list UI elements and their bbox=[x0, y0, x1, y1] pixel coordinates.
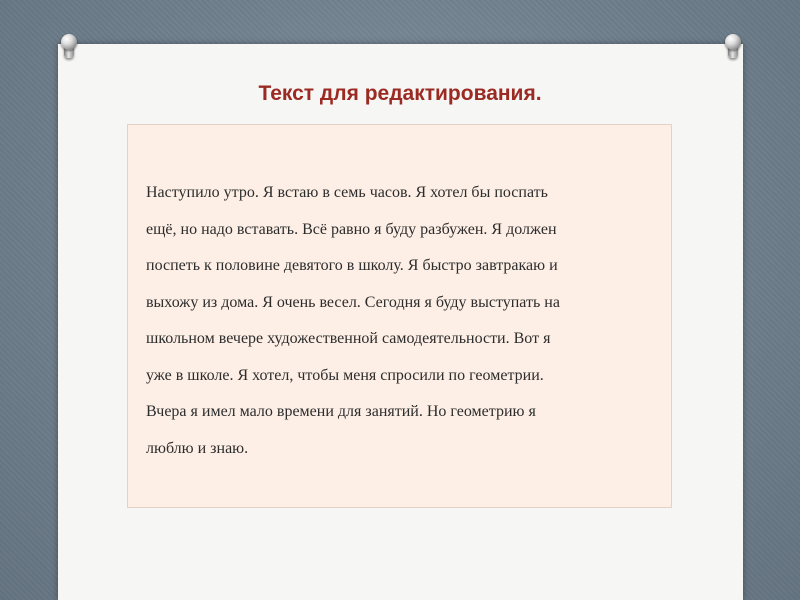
text-line: выхожу из дома. Я очень весел. Сегодня я буду выступать на bbox=[146, 293, 560, 311]
text-line: Вчера я имел мало времени для занятий. Но геометрию я bbox=[146, 403, 536, 420]
text-line: люблю и знаю. bbox=[146, 439, 249, 457]
text-line: уже в школе. Я хотел, чтобы меня спросили по геометрии. bbox=[146, 366, 544, 384]
text-line: поспеть к половине девятого в школу. Я быстро завтракаю и bbox=[146, 257, 558, 274]
text-line: Наступило утро. Я встаю в семь часов. Я хотел бы поспать bbox=[146, 184, 548, 201]
text-line: ещё, но надо вставать. Всё равно я буду разбужен. Я должен bbox=[146, 220, 557, 238]
pushpin-icon bbox=[724, 34, 742, 60]
text-line: школьном вечере художественной самодеятельности. Вот я bbox=[146, 330, 551, 347]
pushpin-icon bbox=[60, 34, 78, 60]
body-text bbox=[146, 175, 656, 467]
text-box bbox=[127, 124, 672, 508]
slide-title: Текст для редактирования. bbox=[258, 82, 542, 105]
